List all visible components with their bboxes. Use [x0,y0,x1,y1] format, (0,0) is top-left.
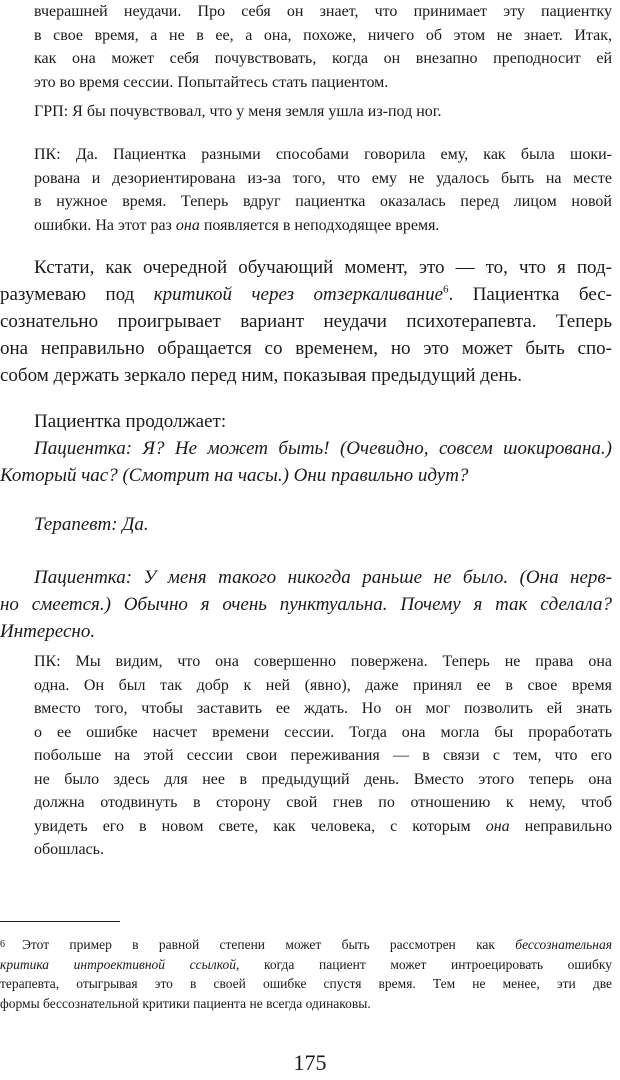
paragraph-2 [34,100,612,124]
text-line: вместо того, чтобы заставить ее ждать. Но он мог позволить ей знать [34,700,612,717]
text-line: Пациентка: Я? Не может быть! (Очевидно, совсем шокирована.) [34,438,612,459]
text-line: Терапевт: Да. [34,514,149,535]
text-line: критика интроективной ссылкой, когда пациент может интроецировать ошибку [0,956,612,972]
text-line: разумеваю под критикой через отзеркаливание$^6$. Пациентка бес- [0,283,613,305]
footnote-text [0,935,612,1013]
text-line: увидеть его в новом свете, как человека, с которым она неправильно [34,817,612,835]
text-line: должна отодвинуть в сторону свой гнев по отношению к нему, чтоб [34,794,612,811]
text-line: ГРП: Я бы почувствовал, что у меня земля ушла из-под ног. [34,103,442,120]
text-line: Который час? (Смотрит на часы.) Они правильно идут? [0,465,469,486]
text-line: Этот пример в равной степени может быть рассмотрен как бессознательная [22,937,612,952]
text-line: побольше на этой сессии свои переживания — в связи с тем, что его [34,747,612,764]
text-line: вчерашней неудачи. Про себя он знает, что принимает эту пациентку [34,3,612,20]
paragraph-8 [34,650,612,862]
text-line: Кстати, как очередной обучающий момент, это — то, что я под- [34,257,612,278]
text-line: ошибки. На этот раз она появляется в неподходящее время. [34,216,440,234]
text-line: не было здесь для нее в предыдущий день. Вместо этого теперь она [34,770,612,788]
text-line: обошлась. [34,841,104,858]
text-line: это во время сессии. Попытайтесь стать пациентом. [34,73,389,91]
text-line: ПК: Мы видим, что она совершенно повержена. Теперь не права она [34,653,612,670]
text-line: она неправильно обращается со временем, но это может быть спо- [0,338,612,359]
footnote-number: 6 [0,939,5,950]
paragraph-7 [0,564,612,645]
text-line: в нужное время. Теперь вдруг пациентка оказалась перед лицом новой [34,193,612,210]
text-line: о ее ошибке насчет времени сессии. Тогда она могла бы проработать [34,723,612,741]
text-line: Интересно. [0,621,96,642]
text-line: формы бессознательной критики пациента не всегда одинаковы. [0,995,371,1011]
text-line: Пациентка продолжает: [34,411,227,432]
paragraph-4 [0,254,613,389]
text-line: сознательно проигрывает вариант неудачи психотерапевта. Теперь [0,311,612,332]
text-line: в свое время, а не в ее, а она, похоже, ничего об этом не знает. Итак, [34,26,612,44]
footnote-ref[interactable]: 6 [443,283,449,296]
text-line: одна. Он был так добр к ней (явно), даже принял ее в свое время [34,676,612,694]
text-line: терапевта, отыгрывая это в своей ошибке спустя время. Тем не менее, эти две [0,976,612,991]
text-line: но смеется.) Обычно я очень пунктуальна. Почему я так сделала? [0,594,612,615]
footnote-rule [0,921,120,922]
text-line: собом держать зеркало перед ним, показывая предыдущий день. [0,365,522,386]
text-line: Пациентка: У меня такого никогда раньше не было. (Она нерв- [34,567,612,588]
page-number: 175 [293,1050,327,1075]
paragraph-3 [34,143,612,237]
text-line: ПК: Да. Пациентка разными способами говорила ему, как была шоки- [34,146,612,163]
paragraph-5 [0,408,612,489]
paragraph-1 [34,0,612,94]
text-line: как она может себя почувствовать, когда он внезапно преподносит ей [34,50,612,67]
paragraph-6 [34,511,612,538]
text-line: рована и дезориентирована из-за того, что ему не удалось быть на месте [34,169,612,187]
